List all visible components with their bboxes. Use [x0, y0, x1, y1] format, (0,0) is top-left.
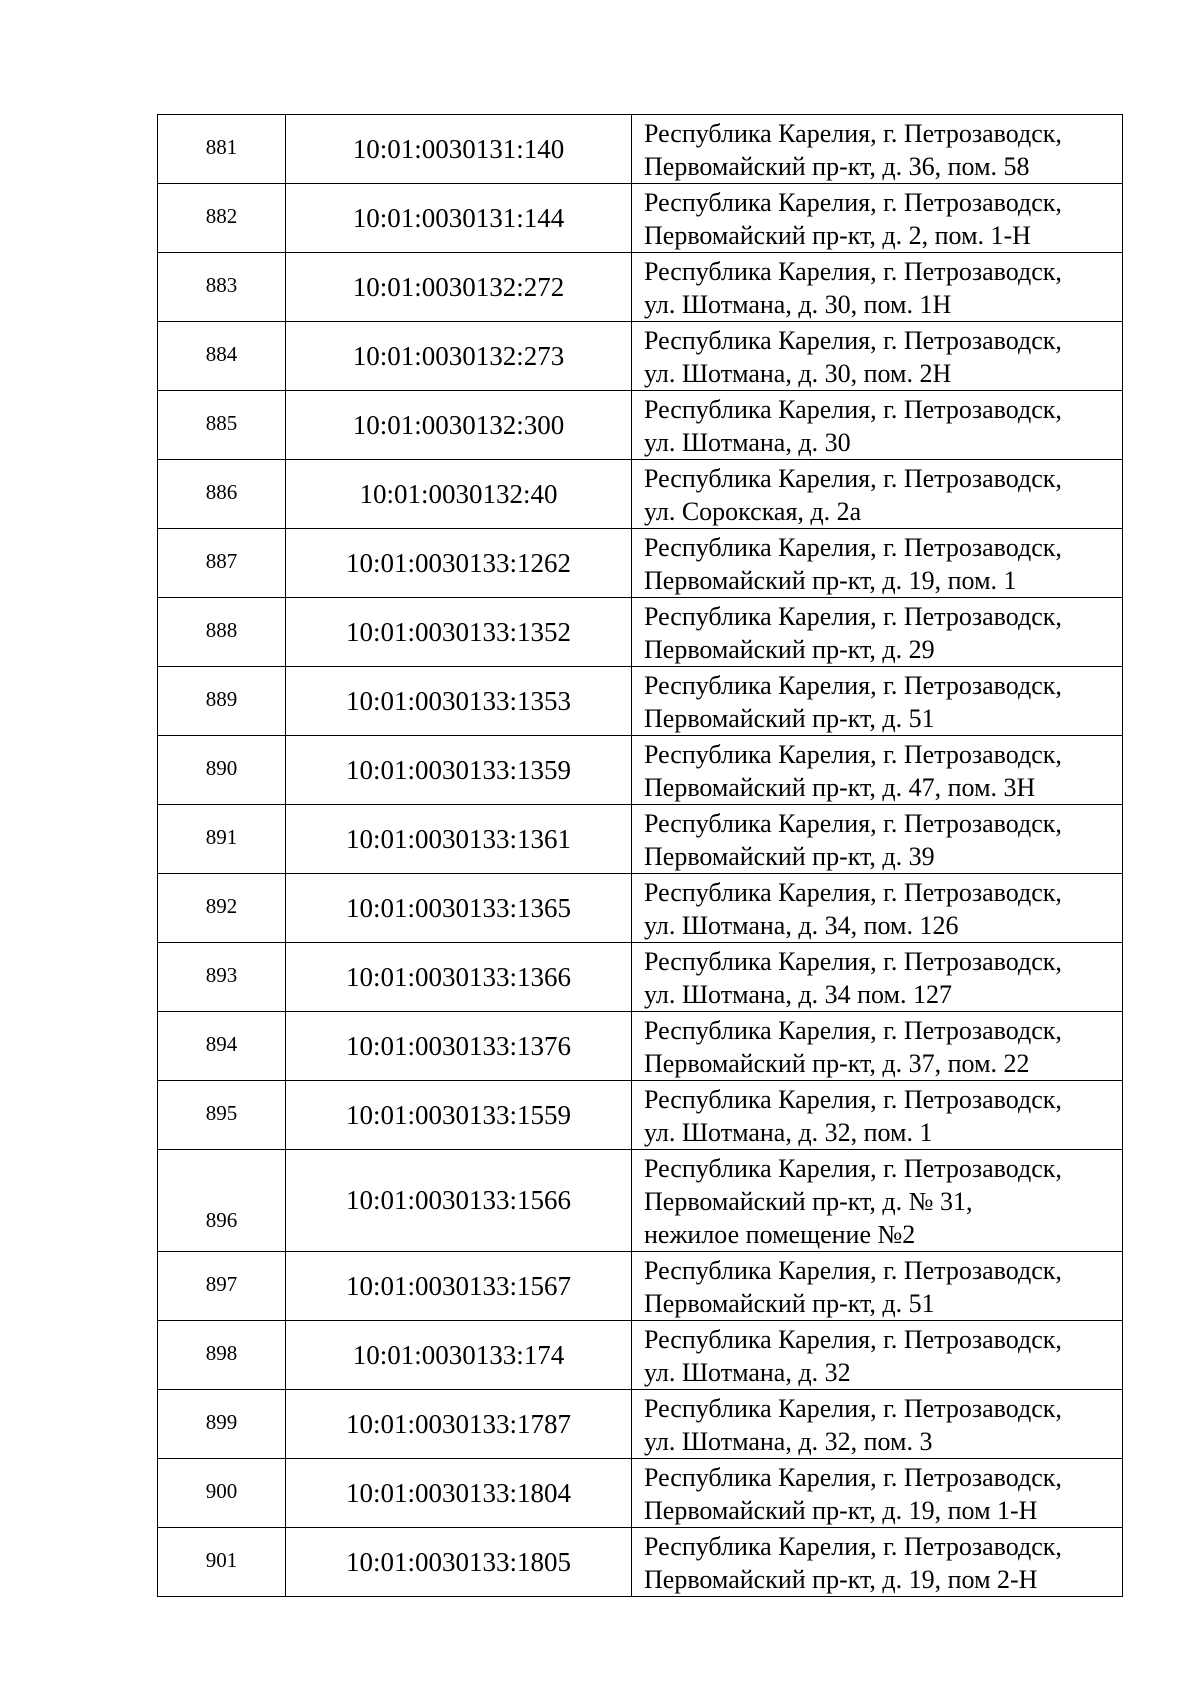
address-line: Республика Карелия, г. Петрозаводск,: [644, 188, 1062, 217]
table-row: [158, 1390, 1123, 1459]
table-row: [158, 184, 1123, 253]
cadastral-number: 10:01:0030133:1262: [286, 529, 632, 598]
address-cell: [632, 1150, 1123, 1252]
address-line: Республика Карелия, г. Петрозаводск,: [644, 947, 1062, 976]
address-line: ул. Шотмана, д. 32, пом. 3: [644, 1427, 933, 1456]
cadastral-number: 10:01:0030131:140: [286, 115, 632, 184]
table-row: [158, 736, 1123, 805]
address-cell: [632, 115, 1123, 184]
address-cell: [632, 943, 1123, 1012]
address-line: Республика Карелия, г. Петрозаводск,: [644, 1085, 1062, 1114]
table-row: [158, 805, 1123, 874]
address-cell: [632, 253, 1123, 322]
row-number: 886: [158, 460, 286, 529]
address-cell: [632, 805, 1123, 874]
address-line: Республика Карелия, г. Петрозаводск,: [644, 602, 1062, 631]
property-table: [157, 114, 1123, 1597]
table-row: [158, 943, 1123, 1012]
cadastral-number: 10:01:0030132:272: [286, 253, 632, 322]
cadastral-number: 10:01:0030132:300: [286, 391, 632, 460]
address-line: Республика Карелия, г. Петрозаводск,: [644, 1016, 1062, 1045]
row-number: 900: [158, 1459, 286, 1528]
table-row: [158, 667, 1123, 736]
row-number: 897: [158, 1252, 286, 1321]
address-cell: [632, 529, 1123, 598]
row-number: 891: [158, 805, 286, 874]
cadastral-number: 10:01:0030133:1804: [286, 1459, 632, 1528]
cadastral-number: 10:01:0030133:174: [286, 1321, 632, 1390]
table-row: [158, 529, 1123, 598]
row-number: 883: [158, 253, 286, 322]
address-line: Первомайский пр-кт, д. № 31,: [644, 1187, 973, 1216]
table-row: [158, 598, 1123, 667]
address-line: ул. Шотмана, д. 34, пом. 126: [644, 911, 959, 940]
address-line: ул. Шотмана, д. 32, пом. 1: [644, 1118, 933, 1147]
address-cell: [632, 322, 1123, 391]
table-row: [158, 1081, 1123, 1150]
row-number: 898: [158, 1321, 286, 1390]
row-number: 887: [158, 529, 286, 598]
table-row: [158, 1012, 1123, 1081]
address-line: Первомайский пр-кт, д. 19, пом 2-Н: [644, 1565, 1038, 1594]
address-cell: [632, 184, 1123, 253]
row-number: 890: [158, 736, 286, 805]
table-row: [158, 391, 1123, 460]
address-line: Первомайский пр-кт, д. 39: [644, 842, 935, 871]
row-number: 885: [158, 391, 286, 460]
address-cell: [632, 1081, 1123, 1150]
address-line: Республика Карелия, г. Петрозаводск,: [644, 1256, 1062, 1285]
address-line: Республика Карелия, г. Петрозаводск,: [644, 1325, 1062, 1354]
cadastral-number: 10:01:0030133:1365: [286, 874, 632, 943]
row-number: 882: [158, 184, 286, 253]
table-row: [158, 874, 1123, 943]
row-number: 892: [158, 874, 286, 943]
row-number: 901: [158, 1528, 286, 1597]
address-cell: [632, 1459, 1123, 1528]
cadastral-number: 10:01:0030133:1353: [286, 667, 632, 736]
cadastral-number: 10:01:0030133:1559: [286, 1081, 632, 1150]
table-row: [158, 1321, 1123, 1390]
address-line: Первомайский пр-кт, д. 19, пом. 1: [644, 566, 1017, 595]
address-cell: [632, 1390, 1123, 1459]
table-row: [158, 1150, 1123, 1252]
address-line: Республика Карелия, г. Петрозаводск,: [644, 1463, 1062, 1492]
address-cell: [632, 391, 1123, 460]
table-row: [158, 1252, 1123, 1321]
address-line: Республика Карелия, г. Петрозаводск,: [644, 1154, 1062, 1183]
cadastral-number: 10:01:0030133:1567: [286, 1252, 632, 1321]
table-row: [158, 115, 1123, 184]
address-line: Республика Карелия, г. Петрозаводск,: [644, 533, 1062, 562]
cadastral-number: 10:01:0030133:1366: [286, 943, 632, 1012]
cadastral-number: 10:01:0030133:1805: [286, 1528, 632, 1597]
address-line: ул. Шотмана, д. 30, пом. 1Н: [644, 290, 952, 319]
address-line: Республика Карелия, г. Петрозаводск,: [644, 395, 1062, 424]
address-line: Первомайский пр-кт, д. 29: [644, 635, 935, 664]
row-number: 888: [158, 598, 286, 667]
address-line: Республика Карелия, г. Петрозаводск,: [644, 257, 1062, 286]
address-cell: [632, 1528, 1123, 1597]
row-number: 884: [158, 322, 286, 391]
address-cell: [632, 598, 1123, 667]
address-line: Республика Карелия, г. Петрозаводск,: [644, 1394, 1062, 1423]
address-line: ул. Шотмана, д. 32: [644, 1358, 851, 1387]
address-line: ул. Шотмана, д. 34 пом. 127: [644, 980, 952, 1009]
address-line: Первомайский пр-кт, д. 51: [644, 704, 935, 733]
address-line: Республика Карелия, г. Петрозаводск,: [644, 809, 1062, 838]
address-cell: [632, 460, 1123, 529]
row-number: 894: [158, 1012, 286, 1081]
address-line: Республика Карелия, г. Петрозаводск,: [644, 119, 1062, 148]
address-line: Республика Карелия, г. Петрозаводск,: [644, 326, 1062, 355]
row-number: 893: [158, 943, 286, 1012]
address-line: ул. Шотмана, д. 30: [644, 428, 851, 457]
cadastral-number: 10:01:0030133:1566: [286, 1150, 632, 1252]
address-cell: [632, 874, 1123, 943]
cadastral-number: 10:01:0030131:144: [286, 184, 632, 253]
table-row: [158, 460, 1123, 529]
table-row: [158, 1459, 1123, 1528]
address-line: Первомайский пр-кт, д. 19, пом 1-Н: [644, 1496, 1038, 1525]
address-cell: [632, 1321, 1123, 1390]
address-line: нежилое помещение №2: [644, 1220, 916, 1249]
address-line: Первомайский пр-кт, д. 37, пом. 22: [644, 1049, 1030, 1078]
address-line: Республика Карелия, г. Петрозаводск,: [644, 1532, 1062, 1561]
address-cell: [632, 736, 1123, 805]
table-row: [158, 1528, 1123, 1597]
address-line: Первомайский пр-кт, д. 2, пом. 1-Н: [644, 221, 1031, 250]
address-cell: [632, 667, 1123, 736]
row-number: 895: [158, 1081, 286, 1150]
address-line: ул. Шотмана, д. 30, пом. 2Н: [644, 359, 952, 388]
address-line: Первомайский пр-кт, д. 36, пом. 58: [644, 152, 1030, 181]
cadastral-number: 10:01:0030133:1359: [286, 736, 632, 805]
table-row: [158, 322, 1123, 391]
address-line: Республика Карелия, г. Петрозаводск,: [644, 671, 1062, 700]
cadastral-number: 10:01:0030133:1376: [286, 1012, 632, 1081]
row-number: 889: [158, 667, 286, 736]
address-cell: [632, 1012, 1123, 1081]
address-line: Первомайский пр-кт, д. 47, пом. 3Н: [644, 773, 1036, 802]
table-body: [158, 115, 1123, 1597]
address-cell: [632, 1252, 1123, 1321]
table-row: [158, 253, 1123, 322]
address-line: Республика Карелия, г. Петрозаводск,: [644, 464, 1062, 493]
cadastral-number: 10:01:0030132:273: [286, 322, 632, 391]
address-line: Первомайский пр-кт, д. 51: [644, 1289, 935, 1318]
row-number: 881: [158, 115, 286, 184]
address-line: ул. Сорокская, д. 2а: [644, 497, 862, 526]
cadastral-number: 10:01:0030133:1361: [286, 805, 632, 874]
row-number: 899: [158, 1390, 286, 1459]
address-line: Республика Карелия, г. Петрозаводск,: [644, 740, 1062, 769]
cadastral-number: 10:01:0030133:1352: [286, 598, 632, 667]
cadastral-number: 10:01:0030132:40: [286, 460, 632, 529]
cadastral-number: 10:01:0030133:1787: [286, 1390, 632, 1459]
row-number: 896: [158, 1150, 286, 1252]
address-line: Республика Карелия, г. Петрозаводск,: [644, 878, 1062, 907]
